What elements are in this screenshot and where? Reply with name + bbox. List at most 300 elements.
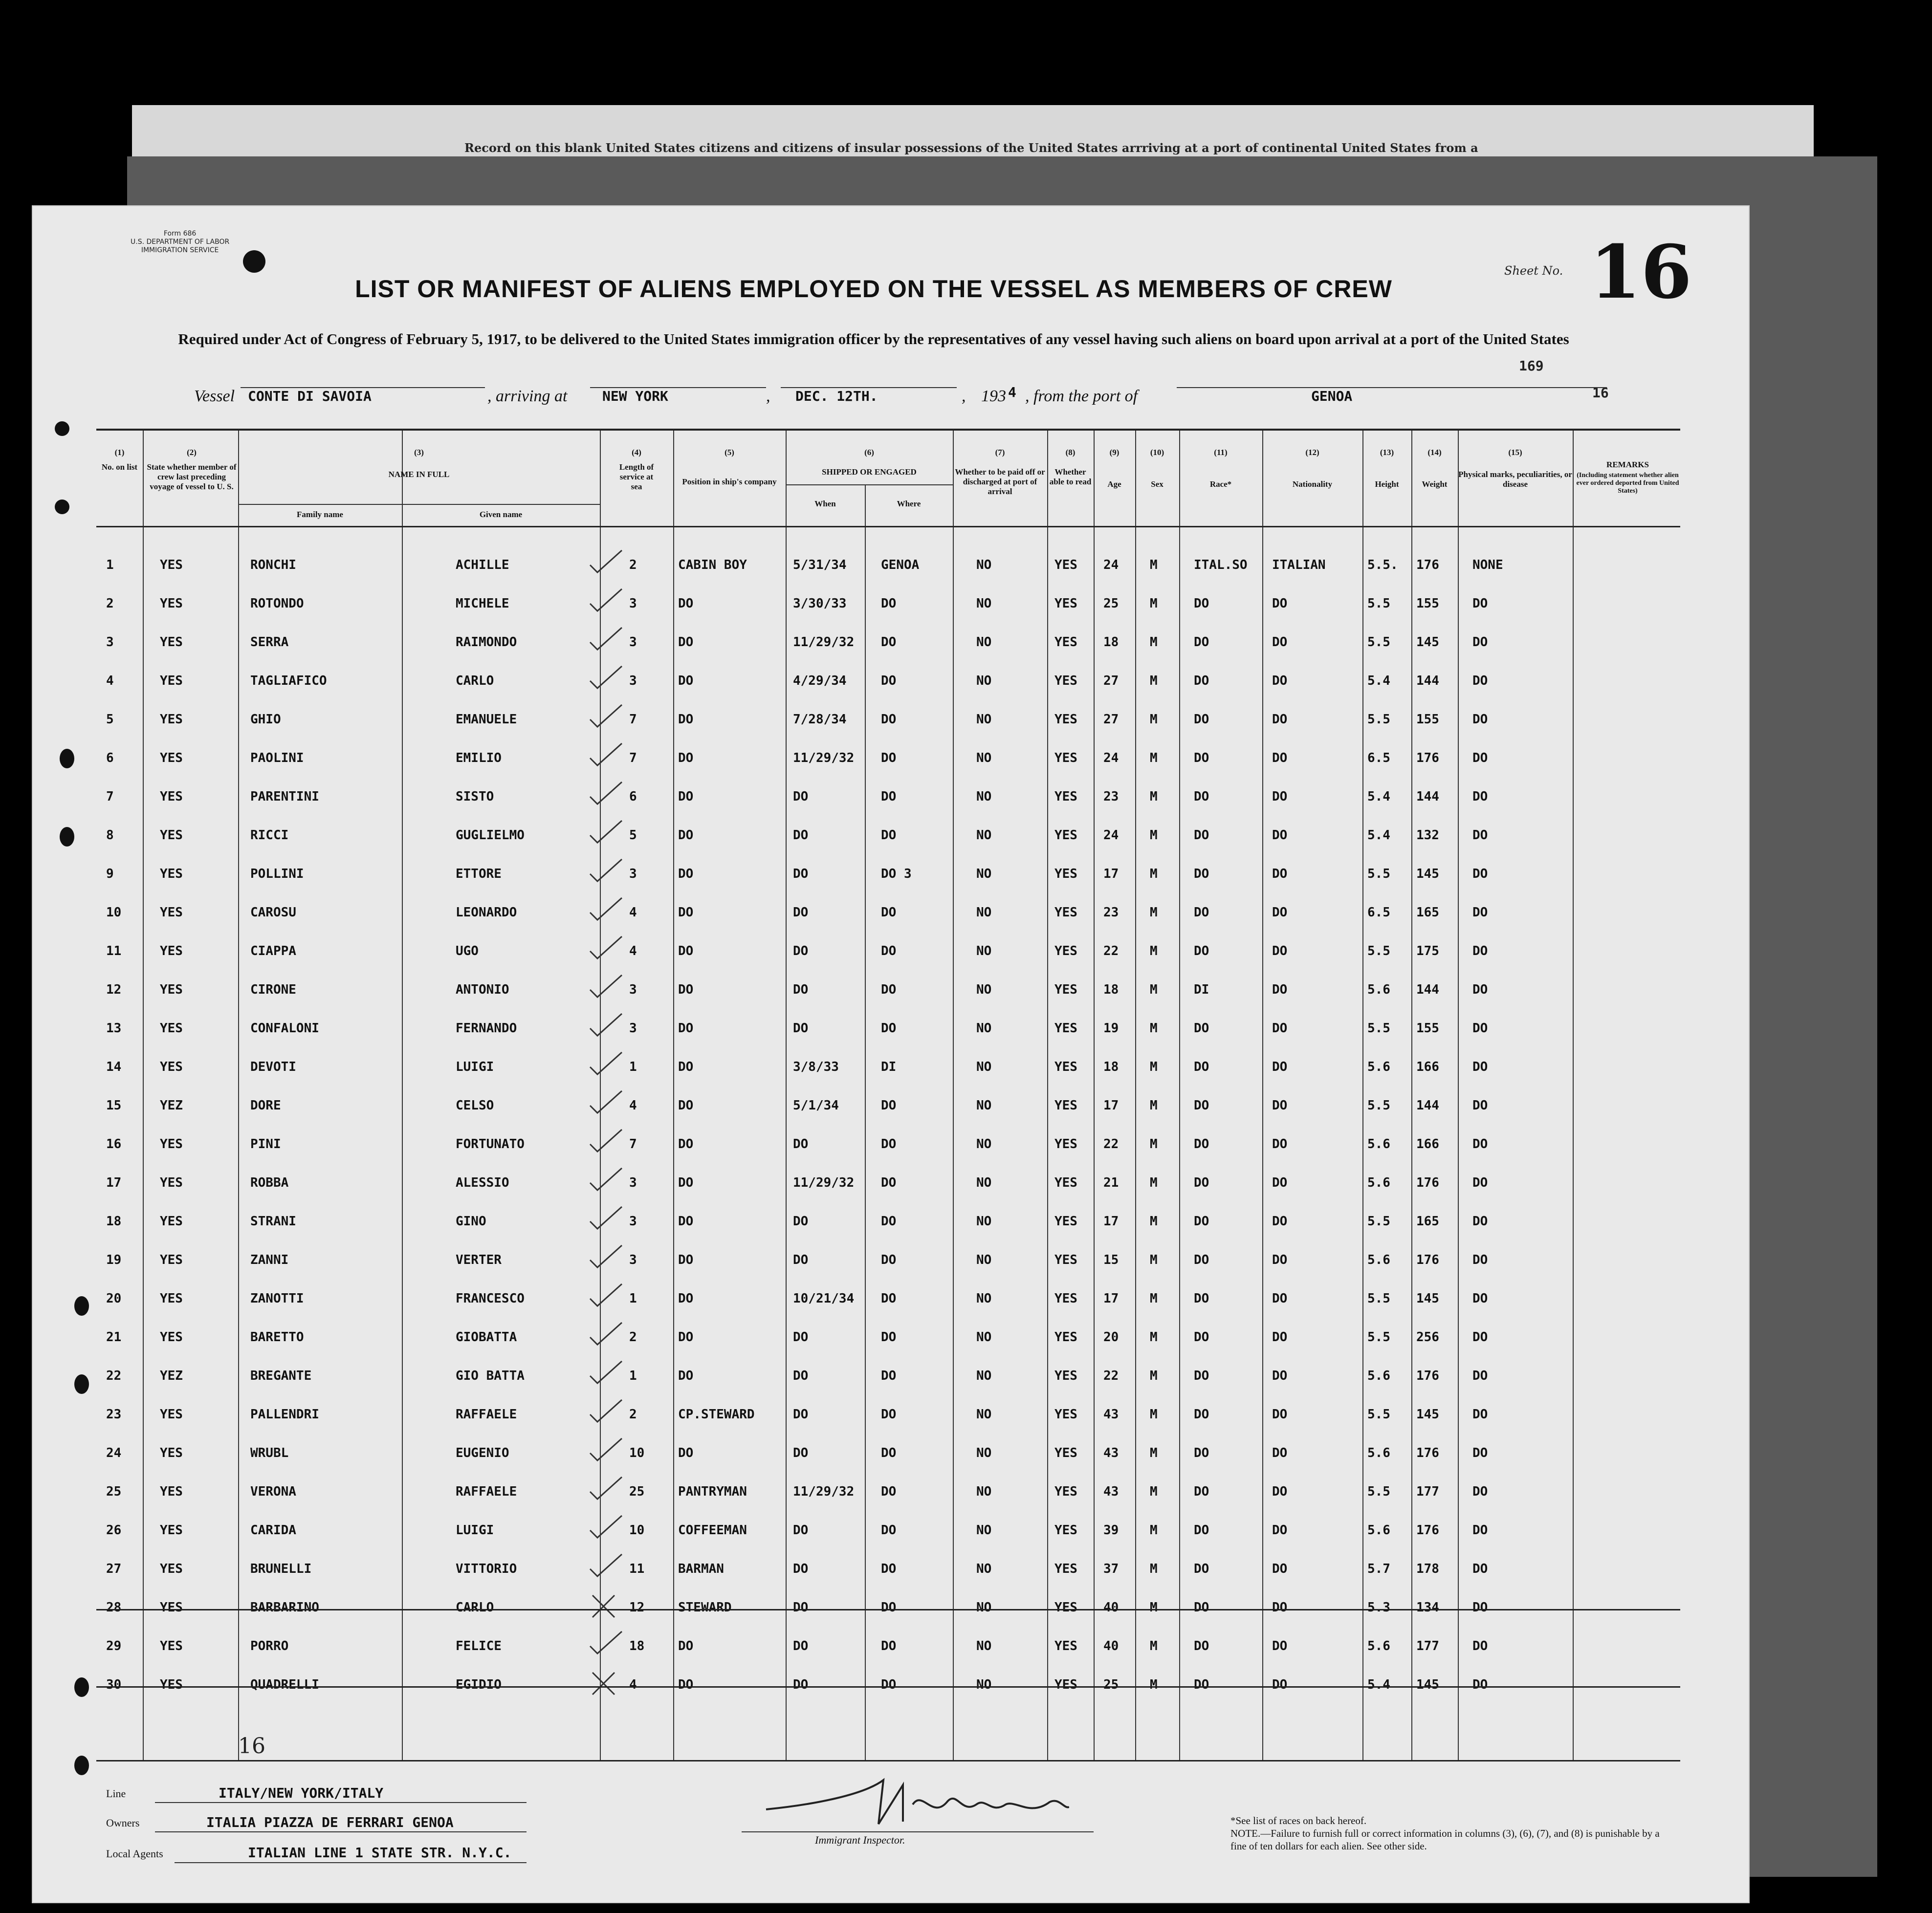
crew-manifest-table [96,429,1680,1761]
cell-paid-off: NO [976,712,992,727]
footer-handwritten-number: 16 [238,1734,265,1759]
penalty-note: NOTE.—Failure to furnish full or correct information in columns (3), (6), (7), and (8) is punishable by a fine of ten dollars for each alien. See other side. [1230,1827,1660,1852]
cell-age: 39 [1103,1523,1119,1538]
cell-shipped-where: GENOA [881,558,920,572]
cell-paid-off: NO [976,1369,992,1383]
cell-shipped-where: DO [881,1253,897,1267]
cell-previous-voyage: YES [160,635,183,650]
cell-able-to-read: YES [1054,1060,1077,1074]
cell-height: 5.4 [1367,674,1390,688]
cell-given-name: GUGLIELMO [456,828,525,843]
cell-height: 5.5. [1367,558,1398,572]
cell-shipped-where: DO [881,1214,897,1229]
cell-age: 27 [1103,674,1119,688]
cell-weight: 145 [1416,1677,1439,1692]
cell-shipped-when: DO [793,1330,809,1345]
cell-family-name: TAGLIAFICO [250,674,327,688]
cell-family-name: CIRONE [250,982,296,997]
cell-paid-off: NO [976,1562,992,1576]
cell-given-name: FELICE [456,1639,502,1653]
cell-nationality: DO [1272,1446,1288,1460]
form-id [131,230,229,255]
cell-shipped-when: DO [793,1562,809,1576]
cell-previous-voyage: YES [160,1021,183,1036]
cell-able-to-read: YES [1054,944,1077,958]
cell-paid-off: NO [976,1677,992,1692]
cell-shipped-when: DO [793,1253,809,1267]
cell-given-name: CELSO [456,1098,494,1113]
cell-family-name: STRANI [250,1214,296,1229]
check-mark-icon [585,1088,624,1118]
cell-shipped-when: DO [793,1407,809,1422]
cell-nationality: DO [1272,1253,1288,1267]
header-remarks: REMARKS (Including statement whether alien ever ordered deported from United States) [1576,460,1679,495]
cell-shipped-where: DO [881,1600,897,1615]
cell-position: DO [678,1330,694,1345]
cell-weight: 134 [1416,1600,1439,1615]
table-row [96,1639,1680,1677]
check-mark-icon [585,1204,624,1234]
cell-weight: 165 [1416,905,1439,920]
cell-row-number: 28 [106,1600,122,1615]
cell-sex: M [1150,1600,1158,1615]
cell-length-of-service: 3 [629,635,637,650]
cell-physical-marks: DO [1472,1369,1488,1383]
header-col-2: (2) State whether member of crew last preceding voyage of vessel to U. S. [147,448,237,491]
check-mark-icon [585,1552,624,1581]
cell-able-to-read: YES [1054,635,1077,650]
check-mark-icon [585,1127,624,1156]
cell-age: 24 [1103,828,1119,843]
cell-physical-marks: DO [1472,1523,1488,1538]
cell-shipped-when: DO [793,1021,809,1036]
cell-shipped-when: DO [793,828,809,843]
cell-row-number: 3 [106,635,114,650]
cell-sex: M [1150,1175,1158,1190]
cell-weight: 155 [1416,1021,1439,1036]
punch-hole [74,1374,89,1394]
cell-physical-marks: DO [1472,1677,1488,1692]
cell-paid-off: NO [976,1446,992,1460]
cell-row-number: 15 [106,1098,122,1113]
check-mark-icon [585,1050,624,1079]
cell-shipped-where: DO [881,1677,897,1692]
cell-given-name: FRANCESCO [456,1291,525,1306]
cell-weight: 132 [1416,828,1439,843]
cell-paid-off: NO [976,674,992,688]
cell-physical-marks: DO [1472,596,1488,611]
cell-length-of-service: 1 [629,1291,637,1306]
cell-height: 5.5 [1367,1098,1390,1113]
cell-length-of-service: 2 [629,1330,637,1345]
cell-weight: 155 [1416,712,1439,727]
cell-race: DO [1194,712,1209,727]
cell-given-name: EUGENIO [456,1446,509,1460]
cell-family-name: BARETTO [250,1330,304,1345]
cell-race: DO [1194,905,1209,920]
cell-position: DO [678,712,694,727]
manifest-page [32,205,1750,1903]
cell-physical-marks: DO [1472,905,1488,920]
cell-shipped-where: DO [881,1446,897,1460]
cell-row-number: 14 [106,1060,122,1074]
departure-port: GENOA [1311,388,1353,404]
cell-physical-marks: DO [1472,1446,1488,1460]
cell-previous-voyage: YES [160,1639,183,1653]
cell-physical-marks: DO [1472,1060,1488,1074]
cell-position: DO [678,1446,694,1460]
cell-physical-marks: DO [1472,828,1488,843]
check-mark-icon [585,973,624,1002]
cell-age: 23 [1103,789,1119,804]
cell-age: 21 [1103,1175,1119,1190]
cell-previous-voyage: YES [160,789,183,804]
cell-family-name: CARIDA [250,1523,296,1538]
punch-hole [74,1677,89,1697]
cell-paid-off: NO [976,1253,992,1267]
check-mark-icon [585,1513,624,1543]
cell-row-number: 30 [106,1677,122,1692]
strikethrough-line [96,1686,1680,1688]
cell-height: 5.4 [1367,1677,1390,1692]
cell-given-name: LUIGI [456,1060,494,1074]
cell-shipped-when: 10/21/34 [793,1291,855,1306]
cell-shipped-when: DO [793,789,809,804]
punch-hole [74,1296,89,1316]
table-row [96,1677,1680,1716]
cell-row-number: 20 [106,1291,122,1306]
cell-given-name: CARLO [456,674,494,688]
header-where: Where [897,499,921,508]
cell-able-to-read: YES [1054,596,1077,611]
cell-shipped-where: DO [881,1484,897,1499]
cell-shipped-when: DO [793,867,809,881]
cell-sex: M [1150,1137,1158,1152]
cell-able-to-read: YES [1054,1446,1077,1460]
table-row [96,1330,1680,1368]
header-family-name: Family name [297,510,343,519]
cell-age: 25 [1103,1677,1119,1692]
cell-race: DO [1194,751,1209,765]
cell-given-name: EMILIO [456,751,502,765]
cell-physical-marks: DO [1472,1330,1488,1345]
cell-nationality: DO [1272,1060,1288,1074]
cell-length-of-service: 7 [629,751,637,765]
cell-shipped-where: DO [881,1639,897,1653]
cell-race: DO [1194,1639,1209,1653]
check-mark-icon [585,1629,624,1658]
cell-position: DO [678,789,694,804]
cell-age: 43 [1103,1446,1119,1460]
check-mark-icon [585,818,624,848]
cell-position: COFFEEMAN [678,1523,747,1538]
cell-height: 5.6 [1367,1137,1390,1152]
cell-age: 18 [1103,1060,1119,1074]
cell-weight: 145 [1416,635,1439,650]
cell-sex: M [1150,828,1158,843]
cell-height: 5.5 [1367,712,1390,727]
cell-family-name: SERRA [250,635,289,650]
header-col-10: (10) Sex [1150,448,1164,489]
punch-hole [60,749,74,768]
cell-shipped-where: DO [881,1330,897,1345]
cell-length-of-service: 4 [629,905,637,920]
cell-shipped-where: DO 3 [881,867,912,881]
cell-family-name: VERONA [250,1484,296,1499]
cell-shipped-where: DO [881,1407,897,1422]
check-mark-icon [585,1436,624,1465]
cell-race: DO [1194,1214,1209,1229]
cell-nationality: DO [1272,1098,1288,1113]
cell-position: BARMAN [678,1562,724,1576]
cell-able-to-read: YES [1054,789,1077,804]
cell-age: 17 [1103,867,1119,881]
cell-height: 5.6 [1367,1639,1390,1653]
cell-physical-marks: DO [1472,1484,1488,1499]
cell-paid-off: NO [976,1060,992,1074]
cell-paid-off: NO [976,905,992,920]
cell-family-name: RICCI [250,828,289,843]
header-col-3: (3) NAME IN FULL [388,448,450,479]
cell-race: DI [1194,982,1209,997]
table-row [96,982,1680,1021]
cell-age: 17 [1103,1098,1119,1113]
cell-race: DO [1194,596,1209,611]
cell-shipped-when: 3/30/33 [793,596,847,611]
cell-age: 17 [1103,1214,1119,1229]
cell-physical-marks: DO [1472,1562,1488,1576]
cell-age: 23 [1103,905,1119,920]
cell-previous-voyage: YES [160,1214,183,1229]
cell-row-number: 23 [106,1407,122,1422]
check-mark-icon [585,1359,624,1388]
cell-previous-voyage: YEZ [160,1098,183,1113]
cell-paid-off: NO [976,1600,992,1615]
cell-row-number: 29 [106,1639,122,1653]
cell-weight: 144 [1416,1098,1439,1113]
cell-race: DO [1194,1291,1209,1306]
cell-paid-off: NO [976,789,992,804]
cell-sex: M [1150,1407,1158,1422]
cell-race: DO [1194,1369,1209,1383]
cell-row-number: 26 [106,1523,122,1538]
cell-given-name: LEONARDO [456,905,517,920]
cell-race: DO [1194,1446,1209,1460]
cell-shipped-when: 11/29/32 [793,1484,855,1499]
cell-position: DO [678,867,694,881]
cell-weight: 166 [1416,1060,1439,1074]
cell-position: CABIN BOY [678,558,747,572]
cell-nationality: DO [1272,1407,1288,1422]
cell-position: STEWARD [678,1600,732,1615]
table-row [96,558,1680,596]
owners-label: Owners [106,1817,140,1829]
cell-race: DO [1194,1175,1209,1190]
cell-race: ITAL.SO [1194,558,1248,572]
cell-sex: M [1150,1214,1158,1229]
cell-row-number: 19 [106,1253,122,1267]
cell-previous-voyage: YES [160,712,183,727]
cell-physical-marks: DO [1472,1175,1488,1190]
table-row [96,751,1680,789]
check-mark-icon [585,587,624,616]
table-row [96,1214,1680,1252]
cell-able-to-read: YES [1054,1677,1077,1692]
cell-race: DO [1194,1330,1209,1345]
punch-hole [55,500,69,514]
sheet-number: 16 [1590,229,1692,315]
cell-nationality: DO [1272,1369,1288,1383]
table-row [96,1562,1680,1600]
cell-race: DO [1194,635,1209,650]
cell-nationality: ITALIAN [1272,558,1326,572]
cell-shipped-when: DO [793,1677,809,1692]
header-col-6: (6) SHIPPED OR ENGAGED [822,448,917,477]
cell-family-name: ZANNI [250,1253,289,1267]
cell-previous-voyage: YES [160,1330,183,1345]
cell-position: DO [678,674,694,688]
cell-age: 22 [1103,1369,1119,1383]
cell-able-to-read: YES [1054,828,1077,843]
cell-row-number: 13 [106,1021,122,1036]
cell-given-name: GIO BATTA [456,1369,525,1383]
table-row [96,789,1680,827]
local-agents-label: Local Agents [106,1848,163,1860]
cell-age: 37 [1103,1562,1119,1576]
inspector-signature [756,1775,1069,1829]
cell-previous-voyage: YES [160,596,183,611]
cell-given-name: LUIGI [456,1523,494,1538]
cell-shipped-when: DO [793,982,809,997]
cell-race: DO [1194,1407,1209,1422]
cell-height: 5.6 [1367,982,1390,997]
cell-paid-off: NO [976,944,992,958]
cell-nationality: DO [1272,1639,1288,1653]
cell-age: 24 [1103,751,1119,765]
cell-position: DO [678,828,694,843]
cell-position: DO [678,1639,694,1653]
cell-sex: M [1150,1484,1158,1499]
cell-shipped-where: DO [881,674,897,688]
cell-nationality: DO [1272,596,1288,611]
cell-previous-voyage: YES [160,867,183,881]
cell-age: 40 [1103,1639,1119,1653]
cell-age: 24 [1103,558,1119,572]
cell-height: 5.5 [1367,1214,1390,1229]
cell-position: DO [678,596,694,611]
cell-family-name: PINI [250,1137,281,1152]
cell-row-number: 10 [106,905,122,920]
cell-family-name: BREGANTE [250,1369,312,1383]
cell-nationality: DO [1272,1523,1288,1538]
header-col-4: (4) Length of service at sea [619,448,654,491]
cell-length-of-service: 1 [629,1060,637,1074]
cell-previous-voyage: YES [160,558,183,572]
table-row [96,1369,1680,1407]
cell-paid-off: NO [976,1098,992,1113]
cell-position: DO [678,1060,694,1074]
table-row [96,635,1680,673]
cell-row-number: 24 [106,1446,122,1460]
cell-family-name: PARENTINI [250,789,319,804]
cell-weight: 145 [1416,867,1439,881]
cell-able-to-read: YES [1054,1175,1077,1190]
year-value: 4 [1008,384,1016,400]
cell-nationality: DO [1272,1021,1288,1036]
table-row [96,1137,1680,1175]
cell-height: 5.4 [1367,789,1390,804]
cell-weight: 256 [1416,1330,1439,1345]
cross-mark-icon [585,1590,624,1620]
cell-shipped-where: DO [881,1369,897,1383]
cell-race: DO [1194,1677,1209,1692]
cell-shipped-when: 11/29/32 [793,635,855,650]
header-col-1: (1) No. on list [101,448,138,472]
cell-previous-voyage: YES [160,1484,183,1499]
cell-length-of-service: 3 [629,674,637,688]
cell-height: 5.5 [1367,867,1390,881]
table-row [96,905,1680,943]
cell-shipped-where: DO [881,635,897,650]
cell-family-name: BRUNELLI [250,1562,312,1576]
cell-nationality: DO [1272,905,1288,920]
table-row [96,712,1680,750]
cell-nationality: DO [1272,712,1288,727]
cell-nationality: DO [1272,944,1288,958]
check-mark-icon [585,548,624,577]
cell-position: DO [678,982,694,997]
cell-length-of-service: 7 [629,712,637,727]
cell-sex: M [1150,1021,1158,1036]
cell-sex: M [1150,982,1158,997]
cell-family-name: POLLINI [250,867,304,881]
cell-length-of-service: 3 [629,1253,637,1267]
cell-given-name: FORTUNATO [456,1137,525,1152]
cell-shipped-when: 11/29/32 [793,751,855,765]
cell-given-name: CARLO [456,1600,494,1615]
cell-position: DO [678,1369,694,1383]
cell-previous-voyage: YES [160,1407,183,1422]
cell-family-name: CIAPPA [250,944,296,958]
cell-sex: M [1150,867,1158,881]
check-mark-icon [585,1166,624,1195]
cell-given-name: EGIDIO [456,1677,502,1692]
cell-weight: 144 [1416,674,1439,688]
cell-sex: M [1150,596,1158,611]
cell-able-to-read: YES [1054,1214,1077,1229]
cell-position: DO [678,1098,694,1113]
cell-position: DO [678,1291,694,1306]
cell-able-to-read: YES [1054,982,1077,997]
cell-sex: M [1150,751,1158,765]
cell-row-number: 8 [106,828,114,843]
cell-physical-marks: DO [1472,1291,1488,1306]
cell-shipped-when: DO [793,1523,809,1538]
cell-family-name: PAOLINI [250,751,304,765]
cell-shipped-when: DO [793,1639,809,1653]
header-col-14: (14) Weight [1422,448,1448,489]
cell-nationality: DO [1272,1562,1288,1576]
cell-height: 5.3 [1367,1600,1390,1615]
cell-paid-off: NO [976,1639,992,1653]
table-row [96,1600,1680,1638]
cell-shipped-when: DO [793,944,809,958]
cell-length-of-service: 1 [629,1369,637,1383]
cell-age: 43 [1103,1484,1119,1499]
cell-nationality: DO [1272,635,1288,650]
table-row [96,674,1680,712]
cell-nationality: DO [1272,1330,1288,1345]
